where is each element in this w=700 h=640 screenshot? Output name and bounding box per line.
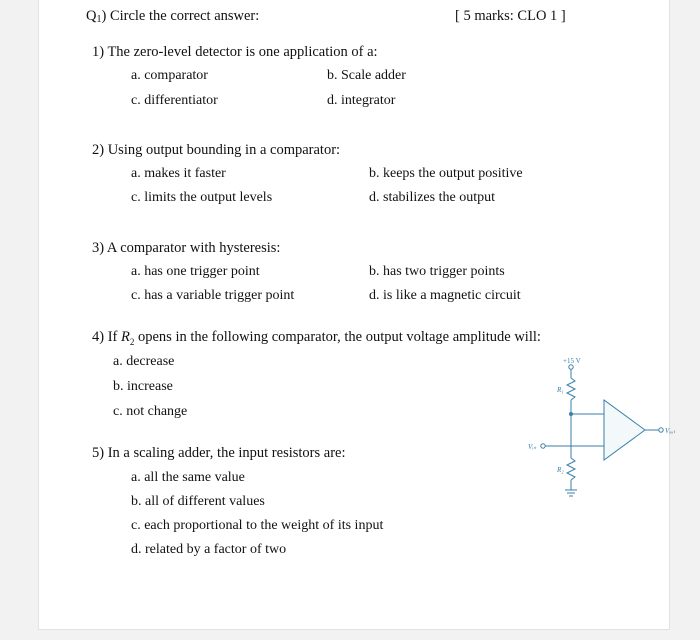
r2-label: R₂ (557, 466, 564, 474)
q2-option-c[interactable]: c. limits the output levels (131, 190, 273, 205)
junction-dot (570, 413, 573, 416)
vout-terminal (659, 428, 663, 432)
vout-label: Vₒᵤₜ (665, 427, 675, 435)
bottom-margin (38, 629, 670, 640)
r1-label: R₁ (557, 386, 564, 394)
q3-option-d[interactable]: d. is like a magnetic circuit (369, 288, 521, 303)
q3-option-a[interactable]: a. has one trigger point (131, 264, 260, 279)
q3-option-b[interactable]: b. has two trigger points (369, 264, 505, 279)
supply-label: +15 V (563, 357, 581, 365)
q4-option-a[interactable]: a. decrease (113, 354, 175, 369)
question-header: Q1) Circle the correct answer: (86, 8, 260, 25)
q3-option-c[interactable]: c. has a variable trigger point (131, 288, 295, 303)
q5-option-c[interactable]: c. each proportional to the weight of its input (131, 518, 384, 533)
q2-option-d[interactable]: d. stabilizes the output (369, 190, 495, 205)
q5-option-d[interactable]: d. related by a factor of two (131, 542, 287, 557)
q2-option-b[interactable]: b. keeps the output positive (369, 166, 523, 181)
q1-option-c[interactable]: c. differentiator (131, 93, 218, 108)
q4-option-c[interactable]: c. not change (113, 404, 188, 419)
q2-stem: 2) Using output bounding in a comparator: (92, 142, 341, 158)
q5-stem: 5) In a scaling adder, the input resistors are: (92, 445, 346, 461)
q1-stem: 1) The zero-level detector is one application of a: (92, 44, 378, 60)
supply-terminal (569, 365, 573, 369)
vin-terminal (541, 444, 545, 448)
comparator-circuit-diagram (525, 352, 675, 512)
q4-stem: 4) If $R_2$ opens in the following comparator, the output voltage amplitude will: (92, 329, 541, 347)
q1-option-a[interactable]: a. comparator (131, 68, 208, 83)
q1-option-b[interactable]: b. Scale adder (327, 68, 406, 83)
q3-stem: 3) A comparator with hysteresis: (92, 240, 281, 256)
q2-option-a[interactable]: a. makes it faster (131, 166, 226, 181)
q1-option-d[interactable]: d. integrator (327, 93, 396, 108)
vin-label: Vᵢₙ (528, 443, 537, 451)
right-margin (669, 0, 700, 640)
marks-label: [ 5 marks: CLO 1 ] (455, 8, 566, 24)
q5-option-a[interactable]: a. all the same value (131, 470, 245, 485)
q5-option-b[interactable]: b. all of different values (131, 494, 265, 509)
op-amp-symbol (604, 400, 645, 460)
r1-resistor (567, 378, 575, 400)
left-margin (0, 0, 39, 640)
q4-option-b[interactable]: b. increase (113, 379, 173, 394)
r2-resistor (567, 458, 575, 480)
